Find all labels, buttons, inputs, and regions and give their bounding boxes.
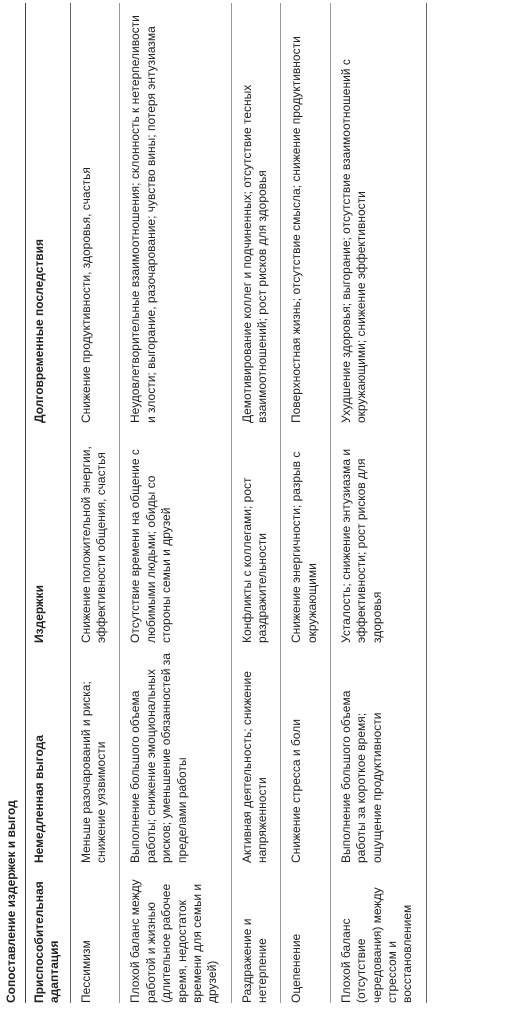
table-row <box>331 3 427 1003</box>
header-immediate-benefit: Немедленная выгода <box>26 643 71 863</box>
cell-long-term-consequences: Ухудшение здоровья; выгорание; отсутствие взаимоотношений с окружающими; снижение эффективности <box>331 3 427 423</box>
cell-costs: Отсутствие времени на общение с любимыми людьми; обиды со стороны семьи и друзей <box>120 423 231 643</box>
cell-costs: Снижение энергичности; разрыв с окружающими <box>281 423 331 643</box>
cell-long-term-consequences: Поверхностная жизнь; отсутствие смысла; снижение продуктивности <box>281 3 331 423</box>
cell-adaptation: Пессимизм <box>70 863 120 1003</box>
table-row <box>120 3 231 1003</box>
table-row <box>281 3 331 1003</box>
cell-immediate-benefit: Меньше разочарований и риска; снижение уязвимости <box>70 643 120 863</box>
header-costs: Издержки <box>26 423 71 643</box>
cell-adaptation: Раздражение и нетерпение <box>231 863 281 1003</box>
cell-costs: Конфликты с коллегами; рост раздражительности <box>231 423 281 643</box>
cell-costs: Усталость; снижение энтузиазма и эффективности; рост рисков для здоровья <box>331 423 427 643</box>
cell-long-term-consequences: Снижение продуктивности, здоровья, счастья <box>70 3 120 423</box>
table-row <box>70 3 120 1003</box>
cell-long-term-consequences: Демотивирование коллег и подчиненных; отсутствие тесных взаимоотношений; рост рисков для здоровья <box>231 3 281 423</box>
header-long-term-consequences: Долговременные последствия <box>26 3 71 423</box>
cost-benefit-table <box>25 3 427 1003</box>
cell-immediate-benefit: Снижение стресса и боли <box>281 643 331 863</box>
cell-adaptation: Плохой баланс (отсутствие чередования) между стрессом и восстановлением <box>331 863 427 1003</box>
cell-immediate-benefit: Выполнение большого объема работы; снижение эмоциональных рисков; уменьшение обязанностей за пределами работы <box>120 643 231 863</box>
header-adaptation: Приспособительная адаптация <box>26 863 71 1003</box>
cell-adaptation: Плохой баланс между работой и жизнью (длительное рабочее время, недостаток времени для семьи и друзей) <box>120 863 231 1003</box>
cell-adaptation: Оцепенение <box>281 863 331 1003</box>
table-caption: Сопоставление издержек и выгод <box>4 800 18 1003</box>
cell-immediate-benefit: Активная деятельность; снижение напряженности <box>231 643 281 863</box>
cell-immediate-benefit: Выполнение большого объема работы за короткое время; ощущение продуктивности <box>331 643 427 863</box>
cell-costs: Снижение положительной энергии, эффективности общения, счастья <box>70 423 120 643</box>
table-header-row <box>26 3 71 1003</box>
table-row <box>231 3 281 1003</box>
cell-long-term-consequences: Неудовлетворительные взаимоотношения; склонность к нетерпеливости и злости; выгорание, разочарование; чувство вины; потеря энтузиазма <box>120 3 231 423</box>
